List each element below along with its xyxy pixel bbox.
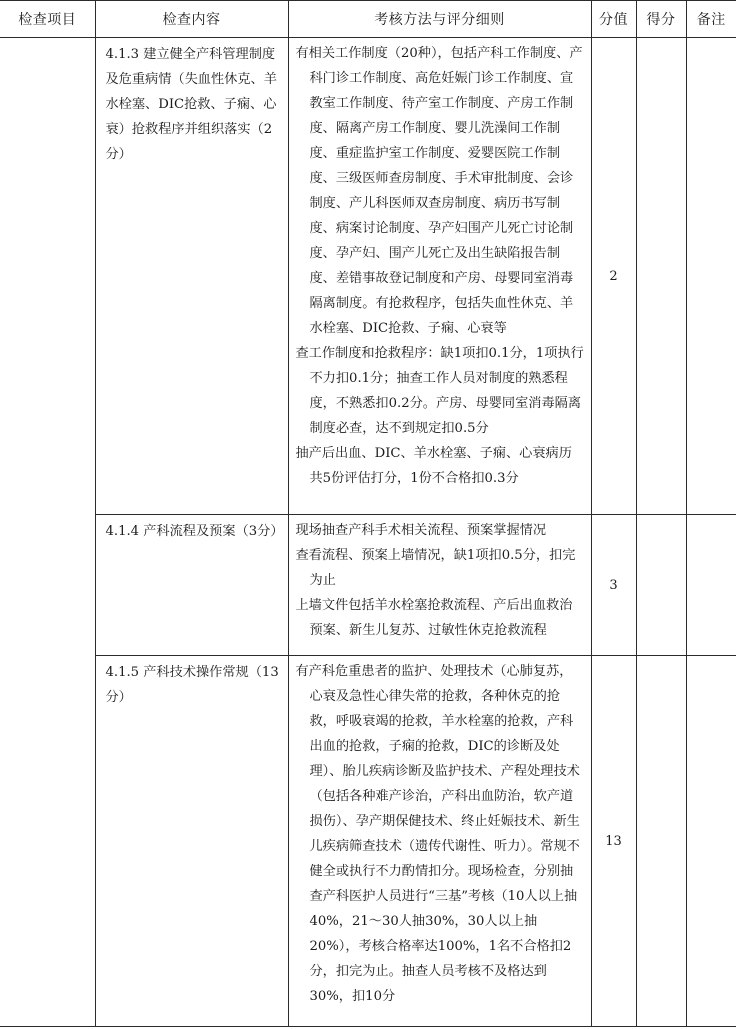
content-cell [95, 515, 288, 656]
content-text: 4.1.4 产科流程及预案（3分） [105, 524, 284, 539]
item-cell [0, 38, 95, 1027]
method-cell [288, 38, 591, 515]
method-paragraph: 现场抽查产科手术相关流程、预案掌握情况 [295, 523, 547, 538]
score-cell: 3 [591, 515, 636, 656]
method-paragraph: 有相关工作制度（20种），包括产科工作制度、产科门诊工作制度、高危妊娠门诊工作制度、宣教室工作制度、待产室工作制度、产房工作制度、隔离产房工作制度、婴儿洗澡间工作制度、重症监护室工作制度、爱婴医院工作制度、三级医师查房制度、手术审批制度、会诊制度、产儿科医师双查房制度、病历书写制度、病案讨论制度、孕产妇围产儿死亡讨论制度、孕产妇、围产儿死亡及出生缺陷报告制度、差错事故登记制度和产房、母婴同室消毒隔离制度。有抢救程序，包括失血性休克、羊水栓塞、DIC抢救、子痫、心衰等 [295, 46, 583, 336]
method-paragraph: 有产科危重患者的监护、处理技术（心肺复苏，心衰及急性心律失常的抢救，各种休克的抢救，呼吸衰竭的抢救，羊水栓塞的抢救，产科出血的抢救，子痫的抢救，DIC的诊断及处理）、胎儿疾病诊断及监护技术、产程处理技术（包括各种难产诊治，产科出血防治，软产道损伤）、孕产期保健技术、终止妊娠技术、新生儿疾病筛查技术（遗传代谢性、听力）。常规不健全或执行不力酌情扣分。现场检查，分别抽查产科医护人员进行“三基”考核（10人以上抽40%，21～30人抽30%，30人以上抽20%），考核合格率达100%，1名不合格扣2分，扣完为止。抽查人员考核不及格达到30%，扣10分 [295, 664, 580, 1004]
content-text: 4.1.5 产科技术操作常规（13分） [105, 665, 279, 705]
content-text: 4.1.3 建立健全产科管理制度及危重病情（失血性休克、羊水栓塞、DIC抢救、子痫、心衰）抢救程序并组织落实（2分） [105, 47, 277, 162]
method-cell [288, 656, 591, 1027]
table-row [0, 656, 736, 1027]
score-cell: 2 [591, 38, 636, 515]
method-cell [288, 515, 591, 656]
content-cell [95, 38, 288, 515]
header-item: 检查项目 [0, 1, 95, 38]
table-row [0, 515, 736, 656]
note-cell [686, 656, 736, 1027]
method-paragraph: 查工作制度和抢救程序：缺1项扣0.1分，1项执行不力扣0.1分；抽查工作人员对制度的熟悉程度，不熟悉扣0.2分。产房、母婴同室消毒隔离制度必查，达不到规定扣0.5分 [295, 346, 584, 436]
method-paragraph: 抽产后出血、DIC、羊水栓塞、子痫、心衰病历共5份评估打分，1份不合格扣0.3分 [295, 446, 572, 486]
note-cell [686, 38, 736, 515]
header-row [0, 1, 736, 38]
method-paragraph: 查看流程、预案上墙情况，缺1项扣0.5分，扣完为止 [295, 548, 576, 588]
got-cell [636, 656, 686, 1027]
table-row [0, 38, 736, 515]
method-paragraph: 上墙文件包括羊水栓塞抢救流程、产后出血救治预案、新生儿复苏、过敏性休克抢救流程 [295, 598, 573, 638]
header-method: 考核方法与评分细则 [288, 1, 591, 38]
header-score: 分值 [591, 1, 636, 38]
note-cell [686, 515, 736, 656]
content-cell [95, 656, 288, 1027]
header-content: 检查内容 [95, 1, 288, 38]
got-cell [636, 38, 686, 515]
header-got: 得分 [636, 1, 686, 38]
got-cell [636, 515, 686, 656]
header-note: 备注 [686, 1, 736, 38]
score-cell: 13 [591, 656, 636, 1027]
